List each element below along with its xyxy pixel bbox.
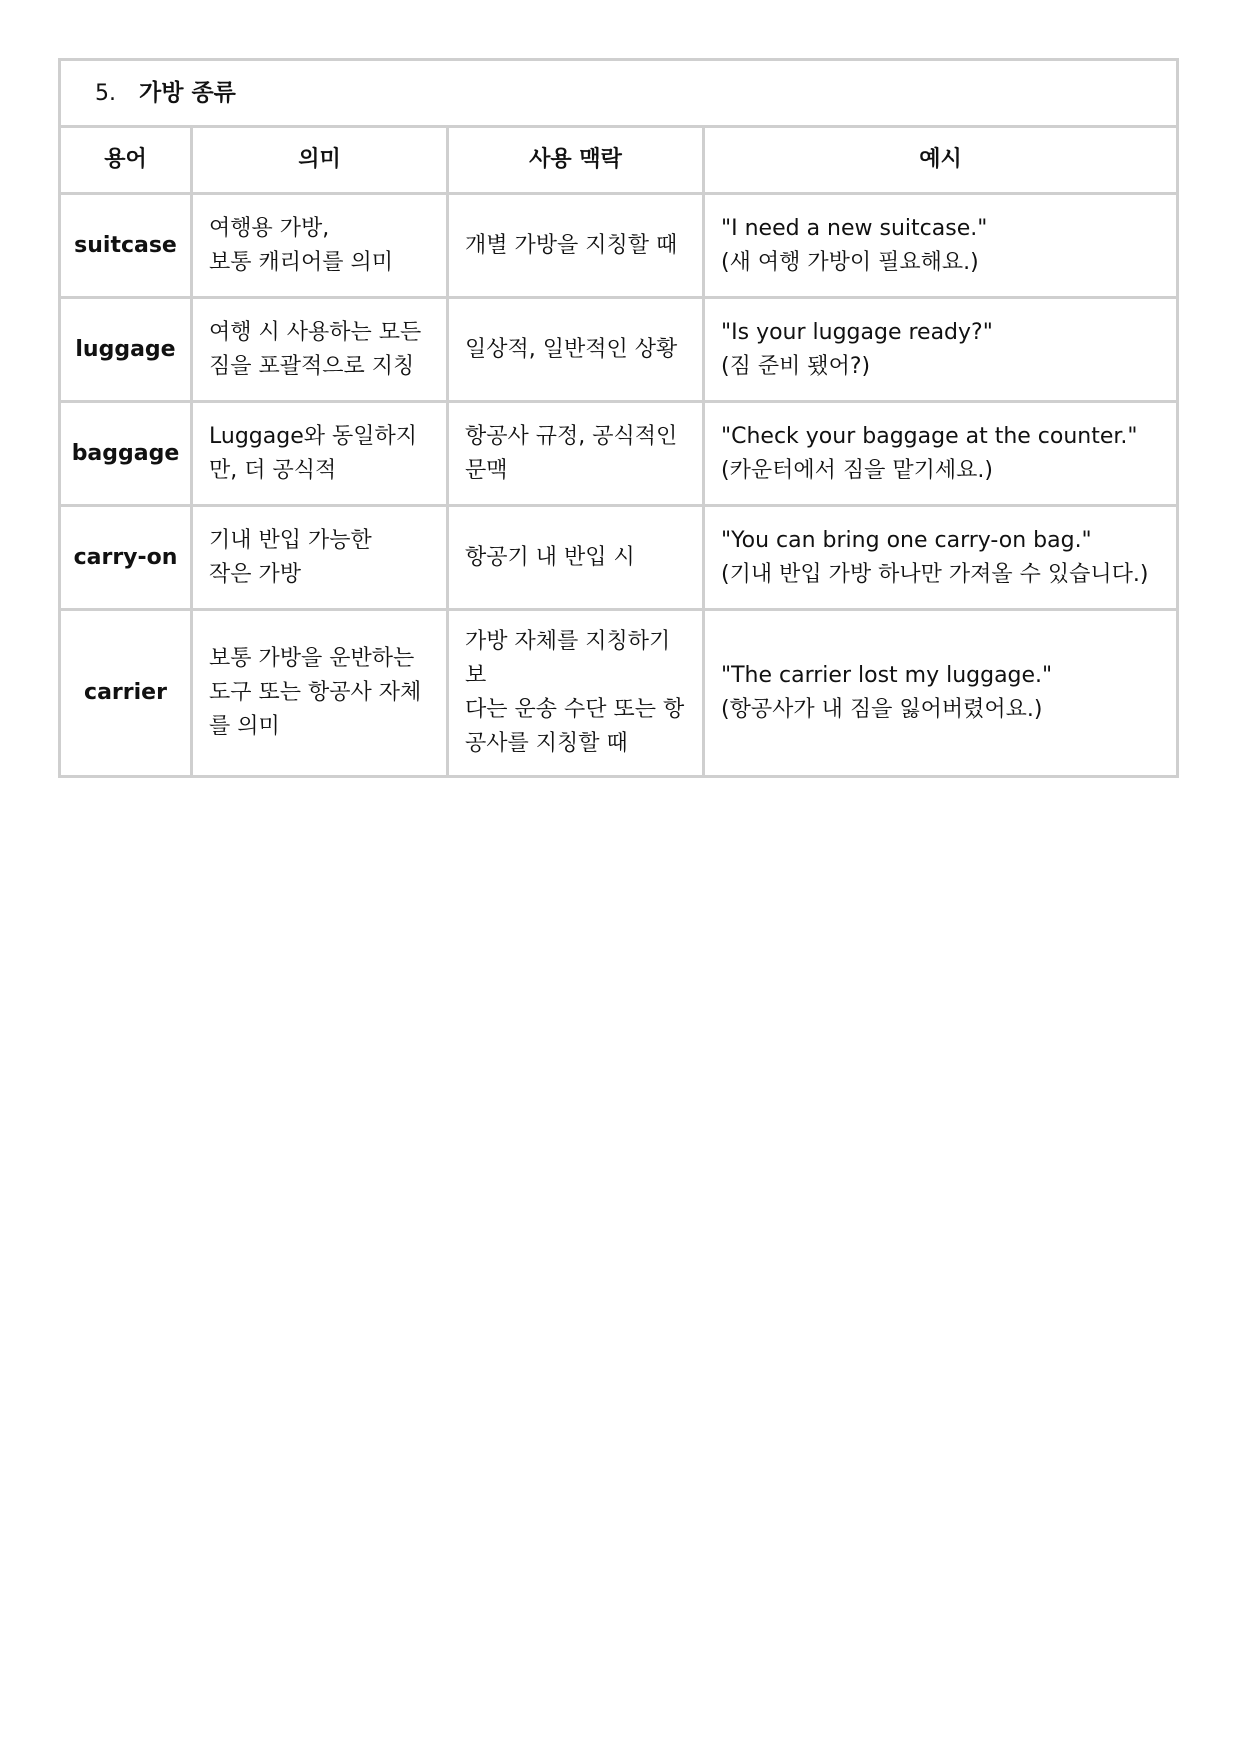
context-line: 일상적, 일반적인 상황 [465,336,678,362]
example-english: "I need a new suitcase." [721,215,988,241]
table-row [60,506,1178,610]
header-context: 사용 맥락 [448,127,704,194]
example-cell [704,402,1178,506]
bag-types-table [58,58,1179,778]
table-row [60,610,1178,777]
table-row [60,298,1178,402]
context-line: 다는 운송 수단 또는 항 [465,697,685,722]
context-line: 항공기 내 반입 시 [465,544,635,570]
meaning-line: 여행 시 사용하는 모든 [209,319,422,345]
meaning-line: 짐을 포괄적으로 지칭 [209,353,415,379]
meaning-line: 작은 가방 [209,561,302,587]
meaning-cell [192,194,448,298]
example-cell [704,298,1178,402]
context-line: 가방 자체를 지칭하기보 [465,629,671,688]
meaning-cell [192,506,448,610]
example-cell [704,194,1178,298]
example-english: "Check your baggage at the counter." [721,423,1138,449]
example-korean: (짐 준비 됐어?) [721,353,871,379]
term-cell: carrier [60,610,192,777]
example-english: "You can bring one carry-on bag." [721,527,1092,553]
context-cell [448,506,704,610]
meaning-cell [192,402,448,506]
meaning-line: 기내 반입 가능한 [209,527,372,553]
example-korean: (기내 반입 가방 하나만 가져올 수 있습니다.) [721,561,1149,587]
meaning-cell [192,298,448,402]
example-cell [704,506,1178,610]
example-korean: (항공사가 내 짐을 잃어버렸어요.) [721,697,1043,722]
term-cell: suitcase [60,194,192,298]
context-cell [448,610,704,777]
example-korean: (카운터에서 짐을 맡기세요.) [721,457,993,483]
context-cell [448,194,704,298]
example-cell [704,610,1178,777]
section-heading: 가방 종류 [139,79,236,106]
meaning-cell [192,610,448,777]
meaning-line: 만, 더 공식적 [209,457,337,483]
meaning-line: 여행용 가방, [209,215,330,241]
context-line: 공사를 지칭할 때 [465,731,628,756]
table-row [60,402,1178,506]
document-page [58,58,1176,778]
term-cell: baggage [60,402,192,506]
meaning-line: 를 의미 [209,714,280,739]
table-header-row [60,127,1178,194]
meaning-line: 도구 또는 항공사 자체 [209,680,422,705]
section-number: 5. [95,80,116,106]
header-meaning: 의미 [192,127,448,194]
context-cell [448,402,704,506]
meaning-line: 보통 가방을 운반하는 [209,646,415,671]
context-line: 항공사 규정, 공식적인 [465,423,678,449]
term-cell: carry-on [60,506,192,610]
example-english: "The carrier lost my luggage." [721,663,1053,688]
meaning-line: Luggage와 동일하지 [209,423,417,449]
example-korean: (새 여행 가방이 필요해요.) [721,249,979,275]
meaning-line: 보통 캐리어를 의미 [209,249,394,275]
context-cell [448,298,704,402]
table-row [60,194,1178,298]
context-line: 개별 가방을 지칭할 때 [465,232,678,258]
header-example: 예시 [704,127,1178,194]
example-english: "Is your luggage ready?" [721,319,993,345]
context-line: 문맥 [465,457,508,483]
header-term: 용어 [60,127,192,194]
section-title [60,60,1178,127]
term-cell: luggage [60,298,192,402]
